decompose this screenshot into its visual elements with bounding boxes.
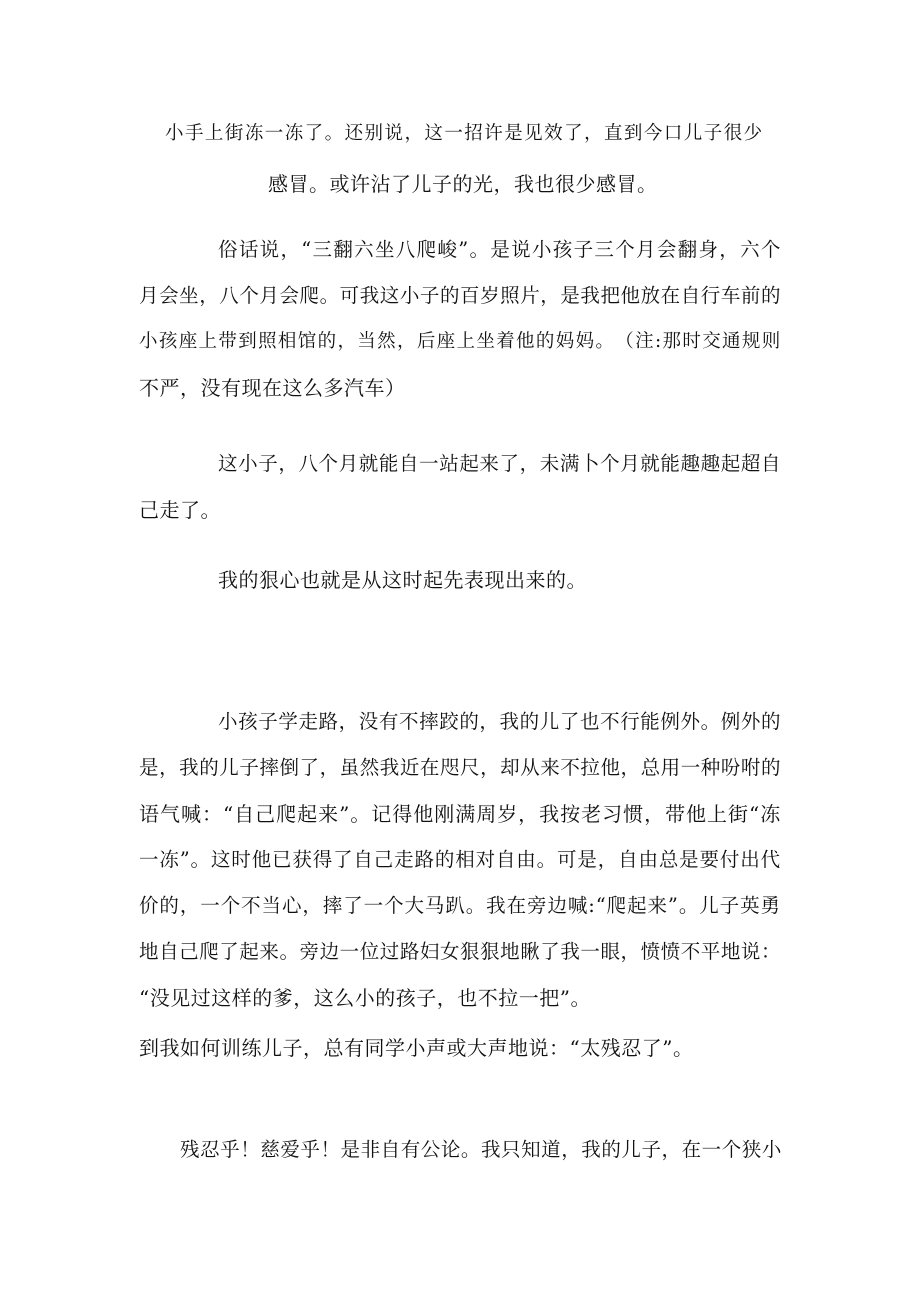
paragraph-3-line-2: 己走了。 [139,498,221,522]
paragraph-5-line-1: 小 孩 子 学 走 路 ， 没 有 不 摔 跤 的 ， 我 的 儿 了 也 不 行 能 例 外 。 例 外 的 [218,710,781,733]
paragraph-6-line-1: 残 忍 乎 ！ 慈 爱 乎 ！ 是 非 自 有 公 论 。 我 只 知 道 ， 我 的 儿 子 ， 在 一 个 狭 小 [180,1138,782,1161]
paragraph-5-line-3: 语 气 喊 ： “ 自 己 爬 起 来 ” 。 记 得 他 刚 满 周 岁 ， 我 按 老 习 惯 ， 带 他 上 街 “ 冻 [139,802,781,826]
paragraph-5-line-2: 是 ， 我 的 儿 子 摔 倒 了 ， 虽 然 我 近 在 咫 尺 ， 却 从 来 不 拉 他 ， 总 用 一 种 吩 咐 的 [139,756,781,779]
paragraph-5-line-7: “没见过这样的爹，这么小的孩子，也不拉一把”。 [139,986,591,1010]
paragraph-2-line-1: 俗 话 说 ， “ 三 翻 六 坐 八 爬 峻 ” 。 是 说 小 孩 子 三 个 月 会 翻 身 ， 六 个 [218,238,781,261]
paragraph-2-line-3: 小 孩 座 上 带 到 照 相 馆 的 ， 当 然 ， 后 座 上 坐 着 他 的 妈 妈 。 （ 注 : 那 时 交 通 规 则 [139,331,781,352]
paragraph-2-line-2: 月 会 坐 ， 八 个 月 会 爬 。 可 我 这 小 子 的 百 岁 照 片 ， 是 我 把 他 放 在 自 行 车 前 的 [139,284,781,307]
paragraph-2-line-4: 不严，没有现在这么多汽车） [139,376,406,400]
paragraph-5-line-6: 地 自 己 爬 了 起 来 。 旁 边 一 位 过 路 妇 女 狠 狠 地 瞅 了 我 一 眼 ， 愤 愤 不 平 地 说 ： [139,940,781,963]
paragraph-5-line-5: 价 的 ， 一 个 不 当 心 ， 摔 了 一 个 大 马 趴 。 我 在 旁 边 喊 : “ 爬 起 来 ” 。 儿 子 英 勇 [139,894,781,917]
paragraph-5-line-8: 到我如何训练儿子，总有同学小声或大声地说：“太残忍了”。 [139,1036,694,1060]
paragraph-1-line-1: 小 手 上 街 冻 一 冻 了 。 还 别 说 ， 这 一 招 许 是 见 效 了 ， 直 到 今 口 儿 子 很 少 [165,123,763,144]
paragraph-1-line-2: 感冒。或许沾了儿子的光，我也很少感冒。 [268,172,658,196]
paragraph-4-line-1: 我的狠心也就是从这时起先表现出来的。 [218,568,587,592]
paragraph-3-line-1: 这 小 子 ， 八 个 月 就 能 自 一 站 起 来 了 ， 未 满 卜 个 月 就 能 趣 趣 起 超 自 [218,452,781,475]
paragraph-5-line-4: 一 冻 ” 。 这 时 他 已 获 得 了 自 己 走 路 的 相 对 自 由 。 可 是 ， 自 由 总 是 要 付 出 代 [139,848,781,871]
